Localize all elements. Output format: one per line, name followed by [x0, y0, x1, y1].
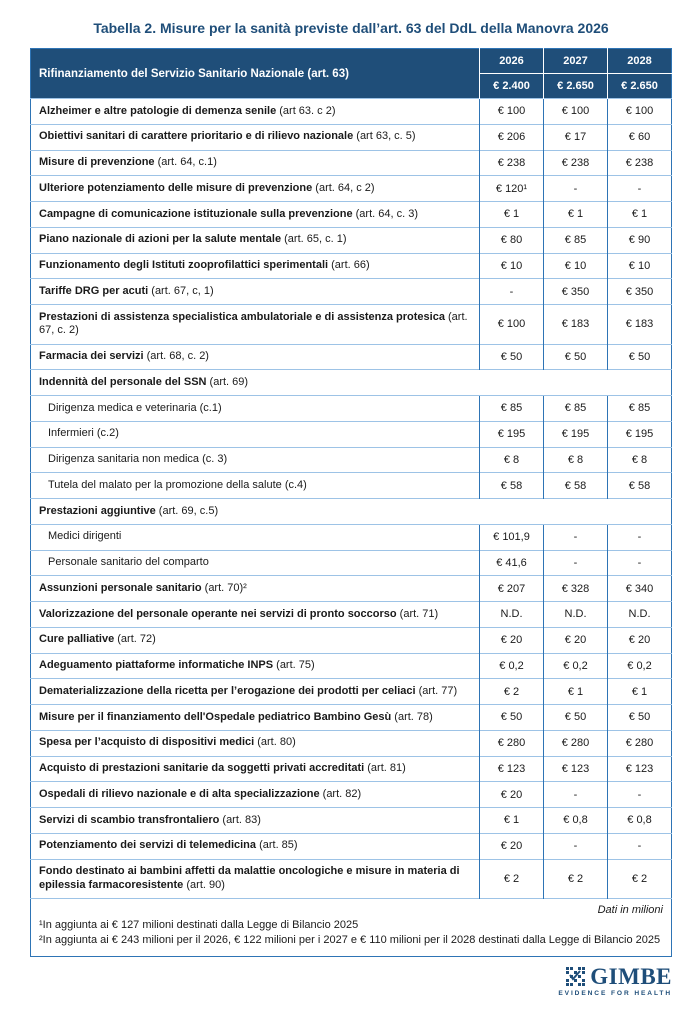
table-row [31, 705, 672, 731]
value-cell: N.D. [544, 602, 608, 628]
table-row [31, 396, 672, 422]
footnote-1: ¹In aggiunta ai € 127 milioni destinati dalla Legge di Bilancio 2025 [39, 918, 359, 931]
value-cell: € 85 [544, 227, 608, 253]
value-cell: € 328 [544, 576, 608, 602]
value-cell: € 123 [608, 756, 672, 782]
units-note: Dati in milioni [597, 904, 663, 916]
header-amount-2028: € 2.650 [608, 74, 672, 99]
value-cell: € 100 [480, 305, 544, 345]
row-label: Funzionamento degli Istituti zooprofilattici sperimentali (art. 66) [31, 253, 480, 279]
value-cell: € 0,2 [544, 653, 608, 679]
value-cell: € 80 [480, 227, 544, 253]
row-label: Adeguamento piattaforme informatiche INPS (art. 75) [31, 653, 480, 679]
value-cell: € 20 [544, 627, 608, 653]
value-cell: € 183 [608, 305, 672, 345]
value-cell: € 20 [480, 833, 544, 859]
gimbe-logo-text: GIMBE [590, 963, 672, 989]
table-header [31, 49, 672, 99]
table-row [31, 602, 672, 628]
header-amount-2027: € 2.650 [544, 74, 608, 99]
row-label: Personale sanitario del comparto [31, 550, 480, 576]
value-cell: - [608, 524, 672, 550]
value-cell: € 1 [608, 202, 672, 228]
table-row [31, 782, 672, 808]
table-row [31, 808, 672, 834]
value-cell: € 100 [608, 99, 672, 125]
row-label: Assunzioni personale sanitario (art. 70)² [31, 576, 480, 602]
value-cell: € 8 [480, 447, 544, 473]
table-row [31, 833, 672, 859]
header-year-2026: 2026 [480, 49, 544, 74]
value-cell: € 50 [544, 705, 608, 731]
value-cell: € 238 [480, 150, 544, 176]
table-body [31, 99, 672, 899]
section-row [31, 370, 672, 396]
value-cell: - [608, 833, 672, 859]
row-label: Alzheimer e altre patologie di demenza senile (art 63. c 2) [31, 99, 480, 125]
value-cell: € 41,6 [480, 550, 544, 576]
value-cell: - [544, 782, 608, 808]
value-cell: € 280 [544, 730, 608, 756]
footnote-cell [31, 899, 672, 957]
value-cell: N.D. [608, 602, 672, 628]
row-label: Misure di prevenzione (art. 64, c.1) [31, 150, 480, 176]
value-cell: € 100 [544, 99, 608, 125]
header-amount-2026: € 2.400 [480, 74, 544, 99]
table-row [31, 124, 672, 150]
row-label: Ospedali di rilievo nazionale e di alta specializzazione (art. 82) [31, 782, 480, 808]
value-cell: € 20 [480, 627, 544, 653]
value-cell: - [544, 176, 608, 202]
header-year-2028: 2028 [608, 49, 672, 74]
row-label: Dirigenza medica e veterinaria (c.1) [31, 396, 480, 422]
value-cell: € 50 [608, 705, 672, 731]
table-row [31, 227, 672, 253]
row-label: Farmacia dei servizi (art. 68, c. 2) [31, 344, 480, 370]
value-cell: € 123 [480, 756, 544, 782]
table-row [31, 730, 672, 756]
value-cell: € 350 [608, 279, 672, 305]
value-cell: - [480, 279, 544, 305]
value-cell: € 58 [608, 473, 672, 499]
table-row [31, 253, 672, 279]
table-row [31, 859, 672, 899]
table-footer [31, 899, 672, 957]
value-cell: € 20 [608, 627, 672, 653]
row-label: Fondo destinato ai bambini affetti da malattie oncologiche e misure in materia di epilessia farmacoresistente (art. 90) [31, 859, 480, 899]
value-cell: € 8 [608, 447, 672, 473]
table-row [31, 344, 672, 370]
row-label: Obiettivi sanitari di carattere prioritario e di rilievo nazionale (art 63, c. 5) [31, 124, 480, 150]
table-row [31, 550, 672, 576]
row-label: Campagne di comunicazione istituzionale sulla prevenzione (art. 64, c. 3) [31, 202, 480, 228]
row-label: Infermieri (c.2) [31, 421, 480, 447]
table-row [31, 202, 672, 228]
value-cell: € 0,8 [544, 808, 608, 834]
row-label: Tariffe DRG per acuti (art. 67, c, 1) [31, 279, 480, 305]
value-cell: € 50 [480, 705, 544, 731]
value-cell: € 60 [608, 124, 672, 150]
value-cell: € 0,2 [480, 653, 544, 679]
value-cell: € 207 [480, 576, 544, 602]
value-cell: € 340 [608, 576, 672, 602]
value-cell: € 2 [480, 679, 544, 705]
value-cell: € 2 [544, 859, 608, 899]
value-cell: € 1 [480, 808, 544, 834]
value-cell: € 1 [608, 679, 672, 705]
measures-table [30, 48, 672, 957]
value-cell: € 0,2 [608, 653, 672, 679]
value-cell: € 238 [608, 150, 672, 176]
value-cell: € 101,9 [480, 524, 544, 550]
value-cell: - [544, 524, 608, 550]
value-cell: € 120¹ [480, 176, 544, 202]
row-label: Misure per il finanziamento dell'Ospedale pediatrico Bambino Gesù (art. 78) [31, 705, 480, 731]
value-cell: € 90 [608, 227, 672, 253]
value-cell: € 238 [544, 150, 608, 176]
table-row [31, 150, 672, 176]
row-label: Dirigenza sanitaria non medica (c. 3) [31, 447, 480, 473]
value-cell: € 195 [480, 421, 544, 447]
value-cell: € 85 [544, 396, 608, 422]
header-year-2027: 2027 [544, 49, 608, 74]
value-cell: - [608, 550, 672, 576]
section-label: Indennità del personale del SSN (art. 69) [31, 370, 672, 396]
row-label: Spesa per l’acquisto di dispositivi medici (art. 80) [31, 730, 480, 756]
value-cell: € 17 [544, 124, 608, 150]
value-cell: € 123 [544, 756, 608, 782]
value-cell: € 206 [480, 124, 544, 150]
value-cell: € 50 [608, 344, 672, 370]
table-row [31, 524, 672, 550]
table-row [31, 99, 672, 125]
value-cell: € 85 [608, 396, 672, 422]
logo-block [30, 965, 672, 997]
table-row [31, 176, 672, 202]
table-row [31, 421, 672, 447]
value-cell: € 0,8 [608, 808, 672, 834]
value-cell: € 58 [480, 473, 544, 499]
value-cell: € 195 [608, 421, 672, 447]
row-label: Valorizzazione del personale operante nei servizi di pronto soccorso (art. 71) [31, 602, 480, 628]
table-row [31, 627, 672, 653]
value-cell: € 2 [608, 859, 672, 899]
value-cell: € 50 [480, 344, 544, 370]
table-row [31, 447, 672, 473]
value-cell: - [544, 550, 608, 576]
value-cell: - [544, 833, 608, 859]
value-cell: € 350 [544, 279, 608, 305]
value-cell: € 183 [544, 305, 608, 345]
gimbe-mosaic-icon [566, 967, 587, 988]
gimbe-logo [566, 965, 672, 988]
table-row [31, 576, 672, 602]
table-row [31, 653, 672, 679]
table-row [31, 473, 672, 499]
table-row [31, 279, 672, 305]
row-label: Medici dirigenti [31, 524, 480, 550]
value-cell: € 1 [480, 202, 544, 228]
value-cell: € 85 [480, 396, 544, 422]
value-cell: N.D. [480, 602, 544, 628]
value-cell: - [608, 782, 672, 808]
table-row [31, 756, 672, 782]
page-title: Tabella 2. Misure per la sanità previste dall’art. 63 del DdL della Manovra 2026 [93, 20, 609, 36]
value-cell: - [608, 176, 672, 202]
value-cell: € 195 [544, 421, 608, 447]
row-label: Potenziamento dei servizi di telemedicina (art. 85) [31, 833, 480, 859]
gimbe-logo-tagline: EVIDENCE FOR HEALTH [558, 989, 672, 997]
table-row [31, 305, 672, 345]
value-cell: € 280 [608, 730, 672, 756]
value-cell: € 50 [544, 344, 608, 370]
row-label: Servizi di scambio transfrontaliero (art. 83) [31, 808, 480, 834]
row-label: Ulteriore potenziamento delle misure di prevenzione (art. 64, c 2) [31, 176, 480, 202]
value-cell: € 10 [544, 253, 608, 279]
value-cell: € 1 [544, 202, 608, 228]
row-label: Dematerializzazione della ricetta per l’erogazione dei prodotti per celiaci (art. 77) [31, 679, 480, 705]
row-label: Tutela del malato per la promozione della salute (c.4) [31, 473, 480, 499]
header-row-label: Rifinanziamento del Servizio Sanitario Nazionale (art. 63) [31, 49, 480, 99]
row-label: Piano nazionale di azioni per la salute mentale (art. 65, c. 1) [31, 227, 480, 253]
value-cell: € 1 [544, 679, 608, 705]
row-label: Cure palliative (art. 72) [31, 627, 480, 653]
row-label: Prestazioni di assistenza specialistica ambulatoriale e di assistenza protesica (art. 67, c. 2) [31, 305, 480, 345]
footnote-2: ²In aggiunta ai € 243 milioni per il 2026, € 122 milioni per i 2027 e € 110 milioni per il 2028 destinati dalla Legge di Bilancio 2025 [39, 933, 661, 946]
value-cell: € 8 [544, 447, 608, 473]
table-row [31, 679, 672, 705]
value-cell: € 58 [544, 473, 608, 499]
section-row [31, 499, 672, 525]
value-cell: € 20 [480, 782, 544, 808]
footnote-row [31, 899, 672, 957]
row-label: Acquisto di prestazioni sanitarie da soggetti privati accreditati (art. 81) [31, 756, 480, 782]
value-cell: € 280 [480, 730, 544, 756]
value-cell: € 10 [608, 253, 672, 279]
section-label: Prestazioni aggiuntive (art. 69, c.5) [31, 499, 672, 525]
value-cell: € 10 [480, 253, 544, 279]
value-cell: € 2 [480, 859, 544, 899]
value-cell: € 100 [480, 99, 544, 125]
